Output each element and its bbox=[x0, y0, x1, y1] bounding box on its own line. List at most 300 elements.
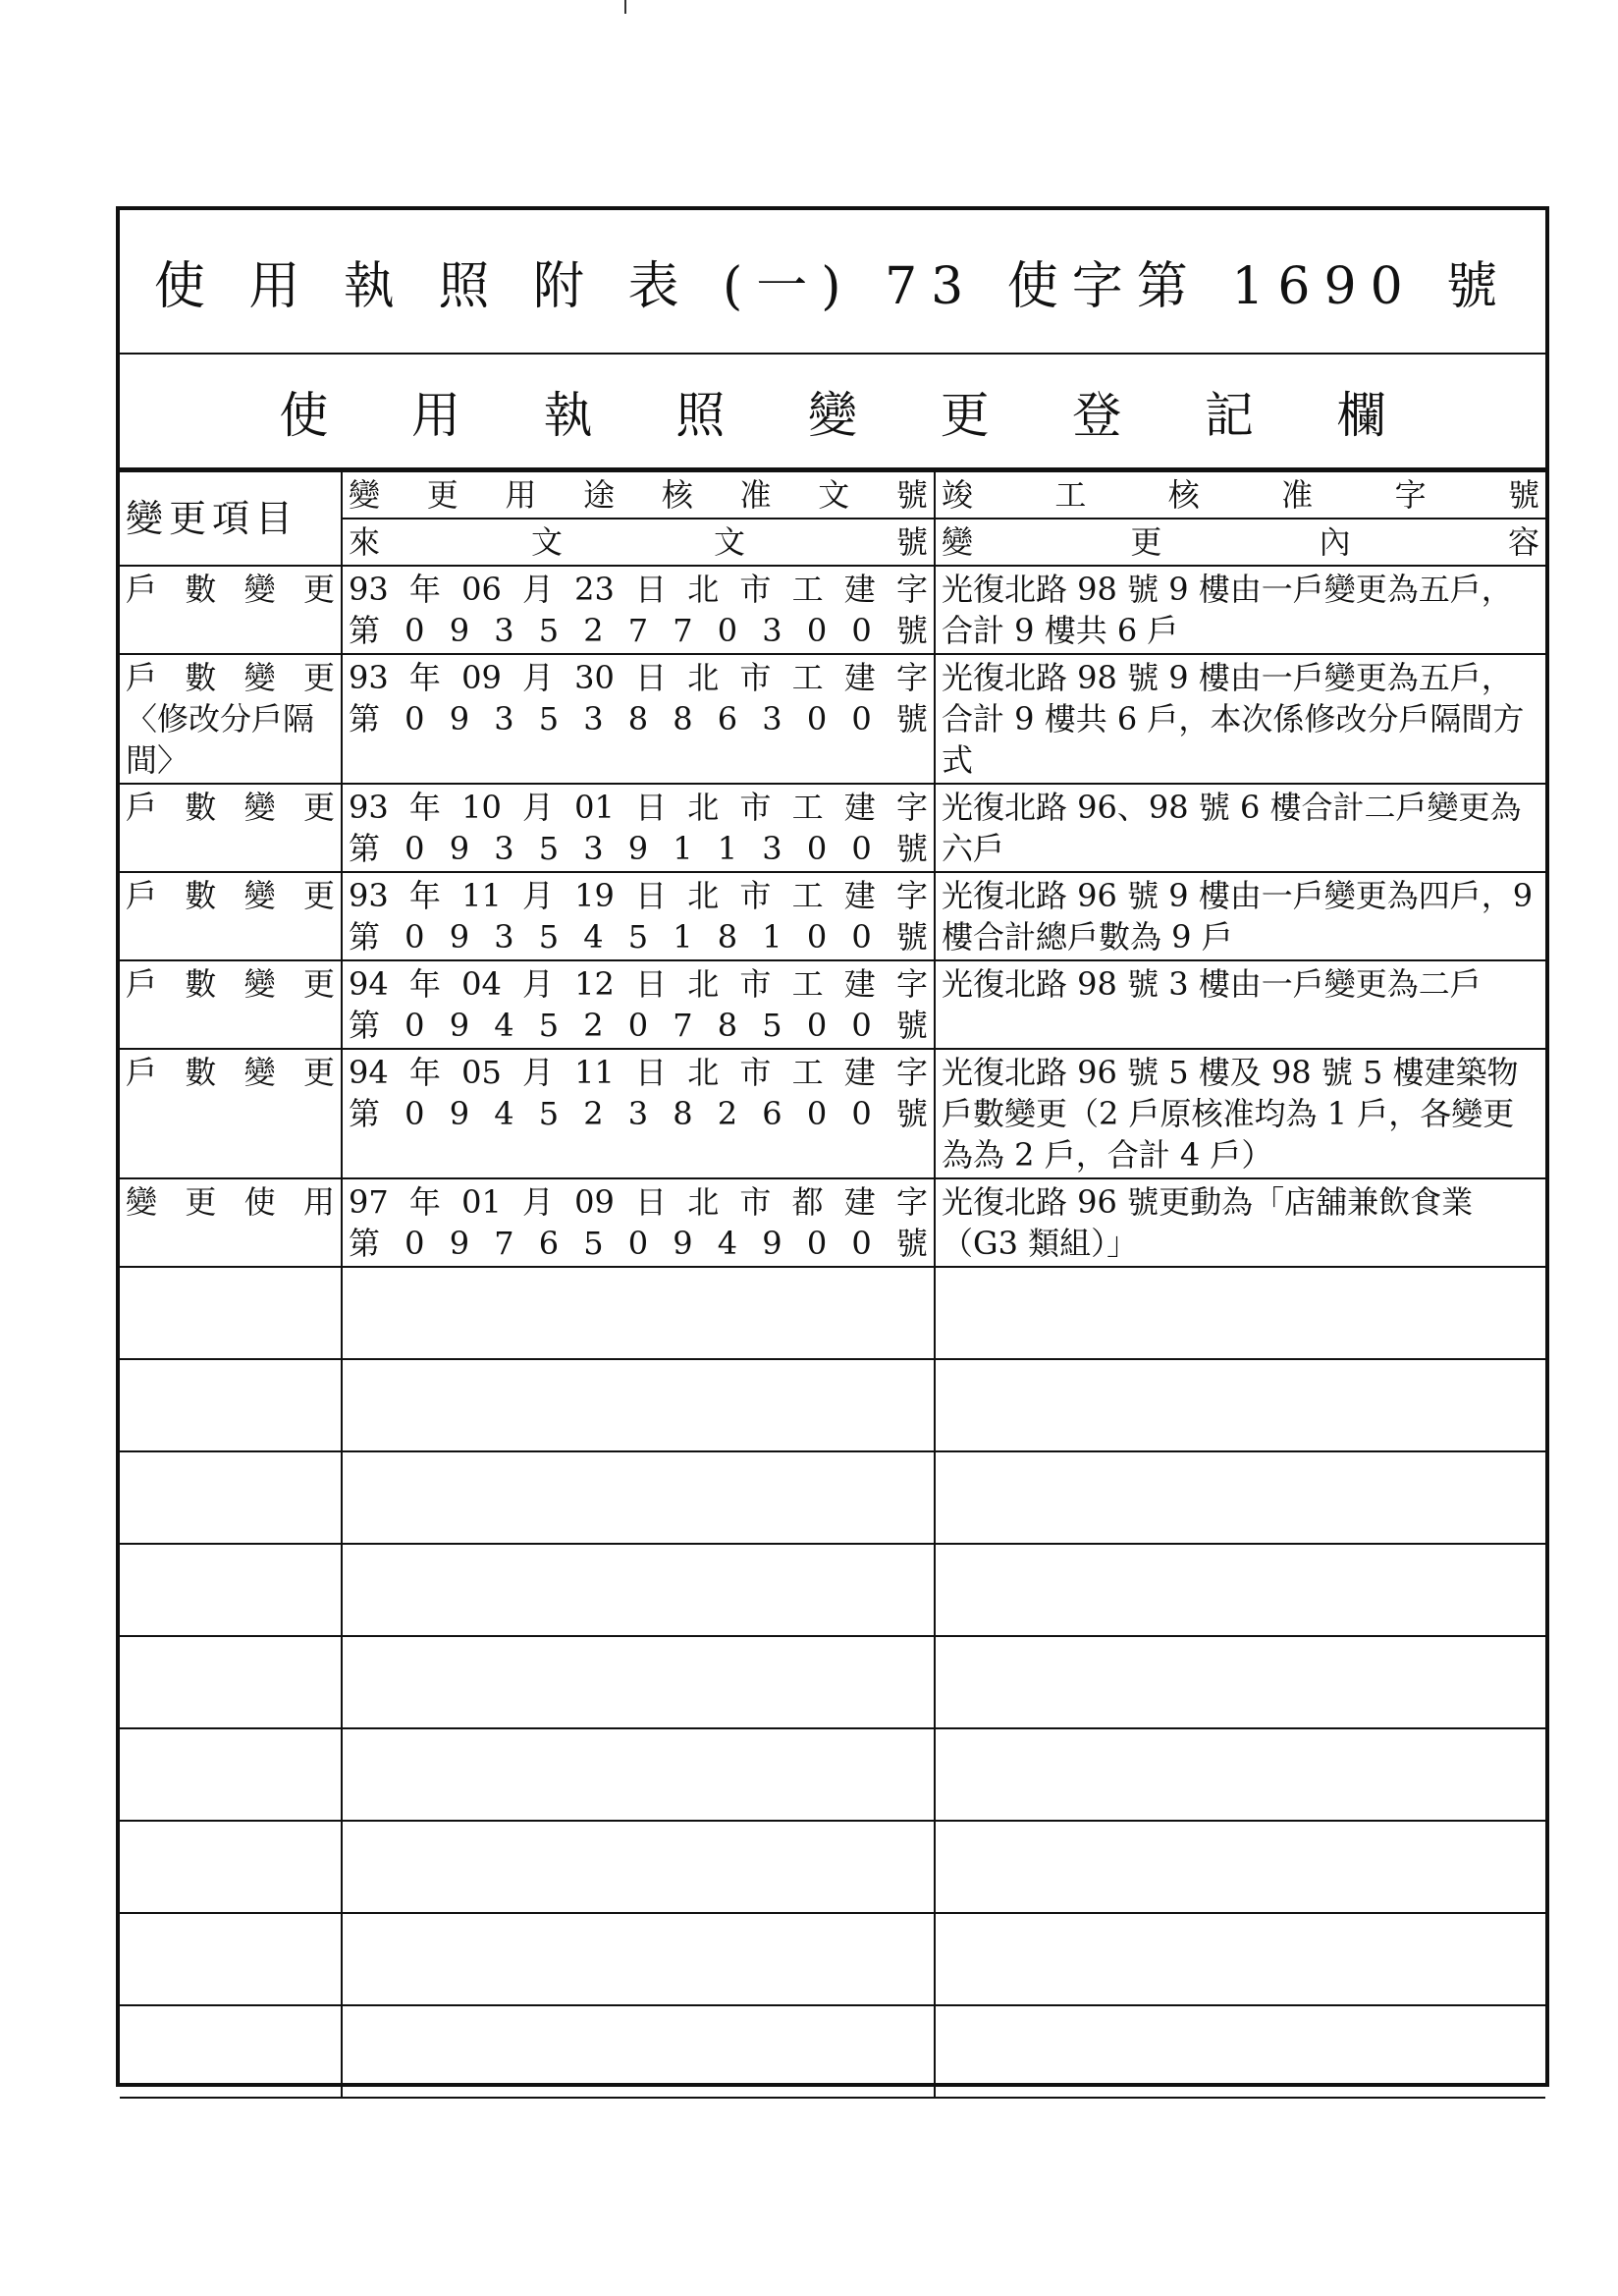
empty-cell bbox=[120, 1451, 342, 1544]
empty-cell bbox=[120, 1913, 342, 2005]
change-item bbox=[126, 569, 335, 610]
doc-token: 工 bbox=[791, 1054, 824, 1091]
doc-token: 9 bbox=[449, 830, 470, 867]
doc-token: 工 bbox=[791, 571, 824, 608]
empty-table-row bbox=[120, 1359, 1545, 1451]
doc-token: 0 bbox=[806, 1225, 828, 1262]
doc-token: 第 bbox=[349, 700, 381, 738]
change-item-char: 數 bbox=[185, 659, 217, 696]
doc-token: 06 bbox=[461, 571, 502, 608]
doc-token: 11 bbox=[461, 877, 502, 914]
doc-token: 8 bbox=[717, 918, 738, 956]
doc-token: 月 bbox=[521, 789, 554, 826]
change-item-cell bbox=[120, 960, 342, 1049]
doc-token: 北 bbox=[687, 1054, 720, 1091]
header-char: 內 bbox=[1319, 523, 1351, 561]
doc-token: 09 bbox=[461, 659, 502, 696]
doc-token: 月 bbox=[521, 1183, 554, 1221]
header-char: 核 bbox=[1167, 476, 1200, 514]
empty-table-row bbox=[120, 1544, 1545, 1636]
doc-token: 第 bbox=[349, 918, 381, 956]
empty-cell bbox=[120, 1821, 342, 1913]
doc-token: 字 bbox=[895, 571, 928, 608]
doc-token: 8 bbox=[717, 1007, 738, 1044]
doc-token: 0 bbox=[806, 1095, 828, 1132]
change-item-char: 戶 bbox=[126, 1054, 158, 1091]
section-heading bbox=[120, 355, 1545, 470]
change-item-char: 變 bbox=[243, 789, 276, 826]
doc-token: 第 bbox=[349, 830, 381, 867]
doc-token: 1 bbox=[673, 918, 693, 956]
doc-token: 3 bbox=[583, 700, 604, 738]
doc-token: 第 bbox=[349, 612, 381, 649]
change-item-char: 更 bbox=[302, 1054, 335, 1091]
doc-token: 市 bbox=[739, 1054, 772, 1091]
empty-cell bbox=[120, 1359, 342, 1451]
doc-token: 號 bbox=[895, 1225, 928, 1262]
header-char: 號 bbox=[895, 476, 928, 514]
doc-token: 日 bbox=[635, 1054, 668, 1091]
doc-token: 月 bbox=[521, 877, 554, 914]
form-title: 使 用 執 照 附 表 (一) 73 使字第 1690 號 bbox=[120, 210, 1545, 355]
doc-token: 建 bbox=[843, 1054, 876, 1091]
doc-token: 北 bbox=[687, 571, 720, 608]
doc-date-line bbox=[349, 1052, 928, 1093]
empty-table-row bbox=[120, 1636, 1545, 1728]
doc-token: 10 bbox=[461, 789, 502, 826]
doc-token: 5 bbox=[538, 1095, 560, 1132]
doc-token: 7 bbox=[494, 1225, 514, 1262]
doc-token: 日 bbox=[635, 659, 668, 696]
change-item-char: 戶 bbox=[126, 789, 158, 826]
header-char: 途 bbox=[583, 476, 616, 514]
empty-cell bbox=[342, 1913, 935, 2005]
doc-token: 0 bbox=[806, 830, 828, 867]
doc-token: 94 bbox=[349, 965, 389, 1003]
doc-token: 3 bbox=[494, 830, 514, 867]
header-char: 更 bbox=[1130, 523, 1162, 561]
doc-token: 9 bbox=[673, 1225, 693, 1262]
doc-token: 年 bbox=[408, 1054, 441, 1091]
doc-token: 工 bbox=[791, 789, 824, 826]
change-item-cell bbox=[120, 872, 342, 960]
change-item-char: 數 bbox=[185, 789, 217, 826]
change-item-char: 更 bbox=[302, 877, 335, 914]
doc-token: 5 bbox=[538, 1007, 560, 1044]
empty-cell bbox=[342, 1544, 935, 1636]
doc-token: 字 bbox=[895, 1054, 928, 1091]
doc-token: 北 bbox=[687, 877, 720, 914]
doc-token: 7 bbox=[673, 1007, 693, 1044]
doc-token: 字 bbox=[895, 877, 928, 914]
header-char: 文 bbox=[530, 523, 563, 561]
change-register-table bbox=[120, 470, 1545, 2099]
doc-token: 3 bbox=[494, 612, 514, 649]
empty-table-row bbox=[120, 2005, 1545, 2098]
doc-token: 0 bbox=[627, 1007, 649, 1044]
doc-number-cell bbox=[342, 654, 935, 784]
doc-token: 5 bbox=[538, 918, 560, 956]
doc-token: 9 bbox=[449, 918, 470, 956]
change-content-cell: 光復北路 96 號 5 樓及 98 號 5 樓建築物戶數變更（2 戶原核准均為 1 戶，各變更為為 2 戶，合計 4 戶） bbox=[935, 1049, 1545, 1178]
doc-token: 93 bbox=[349, 877, 389, 914]
doc-token: 1 bbox=[673, 830, 693, 867]
change-item-char: 變 bbox=[243, 965, 276, 1003]
change-item bbox=[126, 1181, 335, 1223]
heading-char: 記 bbox=[1204, 386, 1254, 444]
empty-cell bbox=[342, 2005, 935, 2098]
empty-cell bbox=[935, 1267, 1545, 1359]
empty-cell bbox=[342, 1821, 935, 1913]
doc-number-cell bbox=[342, 872, 935, 960]
doc-token: 市 bbox=[739, 965, 772, 1003]
empty-cell bbox=[935, 1451, 1545, 1544]
doc-token: 0 bbox=[851, 830, 872, 867]
change-item-char: 戶 bbox=[126, 571, 158, 608]
change-item-char: 數 bbox=[185, 965, 217, 1003]
doc-token: 04 bbox=[461, 965, 502, 1003]
doc-token: 年 bbox=[408, 571, 441, 608]
doc-token: 日 bbox=[635, 1183, 668, 1221]
change-item-cell bbox=[120, 784, 342, 872]
doc-token: 11 bbox=[574, 1054, 615, 1091]
heading-char: 欄 bbox=[1336, 386, 1386, 444]
empty-cell bbox=[935, 1913, 1545, 2005]
header-row bbox=[120, 471, 1545, 519]
header-char: 用 bbox=[505, 476, 537, 514]
doc-token: 5 bbox=[583, 1225, 604, 1262]
doc-token: 市 bbox=[739, 659, 772, 696]
doc-token: 5 bbox=[762, 1007, 782, 1044]
doc-token: 年 bbox=[408, 877, 441, 914]
doc-token: 建 bbox=[843, 1183, 876, 1221]
empty-cell bbox=[120, 2005, 342, 2098]
heading-char: 登 bbox=[1072, 386, 1122, 444]
doc-token: 市 bbox=[739, 877, 772, 914]
doc-number-cell bbox=[342, 1049, 935, 1178]
doc-token: 5 bbox=[627, 918, 649, 956]
header-char: 變 bbox=[349, 476, 381, 514]
doc-token: 號 bbox=[895, 612, 928, 649]
doc-token: 建 bbox=[843, 789, 876, 826]
table-row bbox=[120, 872, 1545, 960]
doc-token: 0 bbox=[404, 700, 425, 738]
doc-token: 日 bbox=[635, 571, 668, 608]
change-item bbox=[126, 875, 335, 916]
doc-token: 字 bbox=[895, 789, 928, 826]
change-item-note: 〈修改分戶隔間〉 bbox=[126, 700, 315, 779]
doc-token: 01 bbox=[461, 1183, 502, 1221]
doc-token: 號 bbox=[895, 700, 928, 738]
doc-token: 2 bbox=[717, 1095, 738, 1132]
doc-token: 2 bbox=[583, 612, 604, 649]
header-char: 文 bbox=[713, 523, 745, 561]
doc-token: 年 bbox=[408, 1183, 441, 1221]
header-char: 容 bbox=[1507, 523, 1539, 561]
empty-cell bbox=[935, 2005, 1545, 2098]
doc-token: 0 bbox=[806, 700, 828, 738]
doc-token: 3 bbox=[762, 830, 782, 867]
doc-token: 月 bbox=[521, 659, 554, 696]
change-content-cell: 光復北路 96 號 9 樓由一戶變更為四戶，9 樓合計總戶數為 9 戶 bbox=[935, 872, 1545, 960]
header-char: 更 bbox=[426, 476, 458, 514]
doc-token: 6 bbox=[762, 1095, 782, 1132]
doc-token: 4 bbox=[583, 918, 604, 956]
doc-token: 第 bbox=[349, 1007, 381, 1044]
header-char: 准 bbox=[1281, 476, 1314, 514]
heading-char: 執 bbox=[543, 386, 593, 444]
doc-token: 4 bbox=[494, 1007, 514, 1044]
empty-cell bbox=[935, 1821, 1545, 1913]
doc-token: 94 bbox=[349, 1054, 389, 1091]
doc-token: 0 bbox=[851, 612, 872, 649]
doc-number-cell bbox=[342, 566, 935, 654]
doc-token: 30 bbox=[574, 659, 615, 696]
doc-token: 0 bbox=[404, 612, 425, 649]
doc-token: 5 bbox=[538, 830, 560, 867]
doc-token: 8 bbox=[627, 700, 649, 738]
doc-token: 6 bbox=[717, 700, 738, 738]
doc-token: 號 bbox=[895, 918, 928, 956]
doc-token: 0 bbox=[806, 1007, 828, 1044]
doc-token: 0 bbox=[851, 1225, 872, 1262]
doc-token: 工 bbox=[791, 877, 824, 914]
doc-token: 8 bbox=[673, 700, 693, 738]
doc-token: 09 bbox=[574, 1183, 615, 1221]
doc-token: 2 bbox=[583, 1007, 604, 1044]
doc-token: 9 bbox=[449, 1007, 470, 1044]
change-content-cell: 光復北路 98 號 3 樓由一戶變更為二戶 bbox=[935, 960, 1545, 1049]
doc-token: 3 bbox=[762, 700, 782, 738]
doc-token: 9 bbox=[762, 1225, 782, 1262]
heading-char: 變 bbox=[807, 386, 857, 444]
doc-token: 93 bbox=[349, 659, 389, 696]
table-row bbox=[120, 784, 1545, 872]
doc-token: 工 bbox=[791, 659, 824, 696]
change-item-char: 戶 bbox=[126, 659, 158, 696]
doc-token: 號 bbox=[895, 1095, 928, 1132]
change-content-cell: 光復北路 98 號 9 樓由一戶變更為五戶，合計 9 樓共 6 戶，本次係修改分戶隔間方式 bbox=[935, 654, 1545, 784]
doc-token: 3 bbox=[494, 700, 514, 738]
empty-cell bbox=[342, 1728, 935, 1821]
change-item-cell bbox=[120, 566, 342, 654]
doc-token: 北 bbox=[687, 659, 720, 696]
header-char: 號 bbox=[1507, 476, 1539, 514]
doc-token: 0 bbox=[851, 1007, 872, 1044]
top-margin-mark bbox=[624, 0, 626, 14]
doc-token: 建 bbox=[843, 659, 876, 696]
change-item bbox=[126, 963, 335, 1005]
doc-token: 號 bbox=[895, 830, 928, 867]
heading-char: 照 bbox=[675, 386, 726, 444]
empty-cell bbox=[342, 1267, 935, 1359]
header-char: 變 bbox=[942, 523, 974, 561]
doc-date-line bbox=[349, 1181, 928, 1223]
doc-token: 第 bbox=[349, 1225, 381, 1262]
empty-cell bbox=[342, 1359, 935, 1451]
header-char: 竣 bbox=[942, 476, 974, 514]
doc-token: 0 bbox=[627, 1225, 649, 1262]
header-char: 核 bbox=[661, 476, 693, 514]
header-change-content bbox=[935, 519, 1545, 566]
change-content-cell: 光復北路 96、98 號 6 樓合計二戶變更為六戶 bbox=[935, 784, 1545, 872]
doc-number-line bbox=[349, 828, 928, 869]
empty-cell bbox=[342, 1636, 935, 1728]
doc-token: 9 bbox=[627, 830, 649, 867]
doc-token: 0 bbox=[404, 918, 425, 956]
empty-cell bbox=[120, 1267, 342, 1359]
header-char: 字 bbox=[1394, 476, 1427, 514]
doc-token: 3 bbox=[494, 918, 514, 956]
doc-token: 月 bbox=[521, 1054, 554, 1091]
doc-token: 4 bbox=[717, 1225, 738, 1262]
change-item bbox=[126, 1052, 335, 1093]
change-item-char: 變 bbox=[243, 659, 276, 696]
doc-token: 2 bbox=[583, 1095, 604, 1132]
header-completion-no bbox=[935, 471, 1545, 519]
doc-date-line bbox=[349, 657, 928, 698]
doc-token: 年 bbox=[408, 659, 441, 696]
doc-token: 23 bbox=[574, 571, 615, 608]
doc-token: 3 bbox=[762, 612, 782, 649]
header-incoming-doc-no bbox=[342, 519, 935, 566]
doc-token: 93 bbox=[349, 571, 389, 608]
doc-number-cell bbox=[342, 960, 935, 1049]
empty-table-row bbox=[120, 1728, 1545, 1821]
doc-token: 0 bbox=[851, 1095, 872, 1132]
table-row bbox=[120, 960, 1545, 1049]
table-row bbox=[120, 654, 1545, 784]
doc-token: 93 bbox=[349, 789, 389, 826]
doc-token: 3 bbox=[583, 830, 604, 867]
change-item-char: 戶 bbox=[126, 877, 158, 914]
doc-number-cell bbox=[342, 784, 935, 872]
doc-token: 工 bbox=[791, 965, 824, 1003]
doc-token: 年 bbox=[408, 965, 441, 1003]
heading-char: 更 bbox=[940, 386, 990, 444]
doc-token: 9 bbox=[449, 1225, 470, 1262]
doc-token: 市 bbox=[739, 1183, 772, 1221]
change-item-char: 使 bbox=[243, 1183, 276, 1221]
doc-number-line bbox=[349, 610, 928, 651]
change-item-char: 數 bbox=[185, 877, 217, 914]
doc-token: 第 bbox=[349, 1095, 381, 1132]
doc-token: 字 bbox=[895, 965, 928, 1003]
doc-token: 0 bbox=[851, 700, 872, 738]
header-char: 來 bbox=[349, 523, 381, 561]
doc-token: 日 bbox=[635, 789, 668, 826]
empty-table-row bbox=[120, 1451, 1545, 1544]
empty-cell bbox=[120, 1728, 342, 1821]
empty-cell bbox=[935, 1728, 1545, 1821]
doc-token: 9 bbox=[449, 612, 470, 649]
empty-cell bbox=[120, 1544, 342, 1636]
empty-table-row bbox=[120, 1267, 1545, 1359]
doc-date-line bbox=[349, 963, 928, 1005]
header-char: 號 bbox=[895, 523, 928, 561]
change-item-char: 戶 bbox=[126, 965, 158, 1003]
doc-token: 6 bbox=[538, 1225, 560, 1262]
doc-date-line bbox=[349, 787, 928, 828]
change-item-char: 用 bbox=[302, 1183, 335, 1221]
header-approval-doc-no bbox=[342, 471, 935, 519]
change-item-char: 變 bbox=[243, 877, 276, 914]
doc-token: 建 bbox=[843, 571, 876, 608]
change-content-cell: 光復北路 96 號更動為「店舖兼飲食業（G3 類組）」 bbox=[935, 1178, 1545, 1267]
change-item-char: 更 bbox=[185, 1183, 217, 1221]
change-item-char: 變 bbox=[243, 571, 276, 608]
doc-token: 北 bbox=[687, 789, 720, 826]
doc-token: 3 bbox=[627, 1095, 649, 1132]
doc-token: 0 bbox=[404, 830, 425, 867]
change-item-char: 更 bbox=[302, 965, 335, 1003]
table-row bbox=[120, 566, 1545, 654]
doc-number-line bbox=[349, 1223, 928, 1264]
empty-cell bbox=[935, 1636, 1545, 1728]
doc-token: 7 bbox=[673, 612, 693, 649]
doc-token: 4 bbox=[494, 1095, 514, 1132]
doc-token: 0 bbox=[404, 1007, 425, 1044]
doc-token: 字 bbox=[895, 1183, 928, 1221]
doc-token: 北 bbox=[687, 965, 720, 1003]
empty-table-row bbox=[120, 1821, 1545, 1913]
license-appendix-form bbox=[116, 206, 1549, 2087]
header-char: 文 bbox=[818, 476, 850, 514]
empty-cell bbox=[935, 1359, 1545, 1451]
doc-number-cell bbox=[342, 1178, 935, 1267]
doc-token: 19 bbox=[574, 877, 615, 914]
heading-char: 用 bbox=[410, 386, 460, 444]
doc-token: 年 bbox=[408, 789, 441, 826]
change-item-char: 更 bbox=[302, 789, 335, 826]
empty-cell bbox=[342, 1451, 935, 1544]
doc-number-line bbox=[349, 1005, 928, 1046]
doc-number-line bbox=[349, 916, 928, 957]
heading-char: 使 bbox=[279, 386, 329, 444]
doc-token: 0 bbox=[851, 918, 872, 956]
doc-token: 7 bbox=[627, 612, 649, 649]
header-char: 工 bbox=[1054, 476, 1087, 514]
empty-table-row bbox=[120, 1913, 1545, 2005]
change-content-cell: 光復北路 98 號 9 樓由一戶變更為五戶，合計 9 樓共 6 戶 bbox=[935, 566, 1545, 654]
doc-token: 市 bbox=[739, 571, 772, 608]
change-item-cell bbox=[120, 1178, 342, 1267]
doc-token: 建 bbox=[843, 877, 876, 914]
doc-token: 1 bbox=[717, 830, 738, 867]
doc-token: 月 bbox=[521, 571, 554, 608]
change-item-cell bbox=[120, 1049, 342, 1178]
doc-token: 月 bbox=[521, 965, 554, 1003]
doc-token: 字 bbox=[895, 659, 928, 696]
doc-token: 05 bbox=[461, 1054, 502, 1091]
doc-token: 12 bbox=[574, 965, 615, 1003]
header-char: 准 bbox=[739, 476, 772, 514]
header-change-item: 變更項目 bbox=[120, 471, 342, 566]
table-row bbox=[120, 1178, 1545, 1267]
doc-token: 北 bbox=[687, 1183, 720, 1221]
doc-token: 01 bbox=[574, 789, 615, 826]
change-item-char: 數 bbox=[185, 571, 217, 608]
doc-token: 日 bbox=[635, 877, 668, 914]
doc-date-line bbox=[349, 569, 928, 610]
doc-token: 號 bbox=[895, 1007, 928, 1044]
doc-token: 8 bbox=[673, 1095, 693, 1132]
change-item-char: 數 bbox=[185, 1054, 217, 1091]
change-item bbox=[126, 657, 335, 698]
change-item bbox=[126, 787, 335, 828]
doc-token: 5 bbox=[538, 612, 560, 649]
doc-token: 5 bbox=[538, 700, 560, 738]
